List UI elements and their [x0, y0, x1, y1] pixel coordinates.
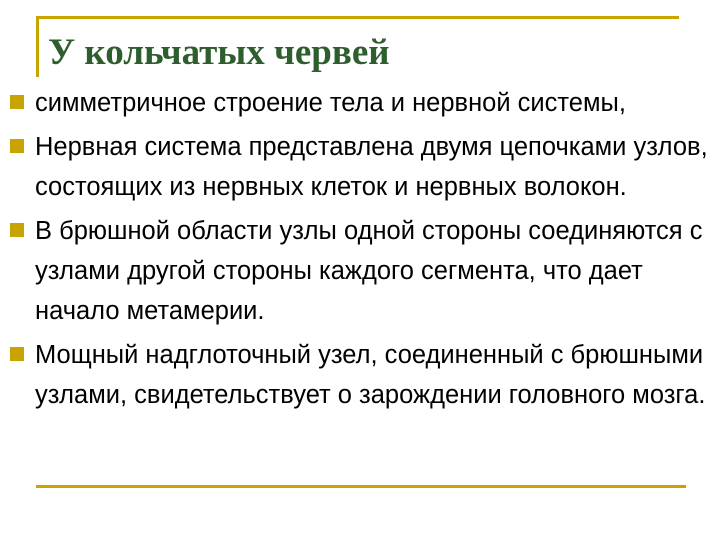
- square-bullet-icon: [10, 95, 24, 109]
- bullet-item: [10, 127, 710, 207]
- square-bullet-icon: [10, 223, 24, 237]
- bullet-text: В брюшной области узлы одной стороны соединяются с узлами другой стороны каждого сегмента, что дает начало метамерии.: [35, 217, 703, 325]
- frame-bottom-line: [36, 485, 686, 488]
- slide-title: У кольчатых червей: [48, 32, 390, 73]
- bullet-item: [10, 83, 710, 123]
- bullet-list: [10, 83, 710, 419]
- bullet-item: [10, 211, 710, 331]
- bullet-text: Мощный надглоточный узел, соединенный с брюшными узлами, свидетельствует о зарождении головного мозга.: [35, 341, 706, 409]
- frame-top-line: [36, 16, 679, 19]
- frame-left-line: [36, 16, 39, 77]
- square-bullet-icon: [10, 347, 24, 361]
- bullet-item: [10, 335, 710, 415]
- square-bullet-icon: [10, 139, 24, 153]
- bullet-text: Нервная система представлена двумя цепочками узлов, состоящих из нервных клеток и нервных волокон.: [35, 133, 708, 201]
- bullet-text: симметричное строение тела и нервной системы,: [35, 89, 626, 117]
